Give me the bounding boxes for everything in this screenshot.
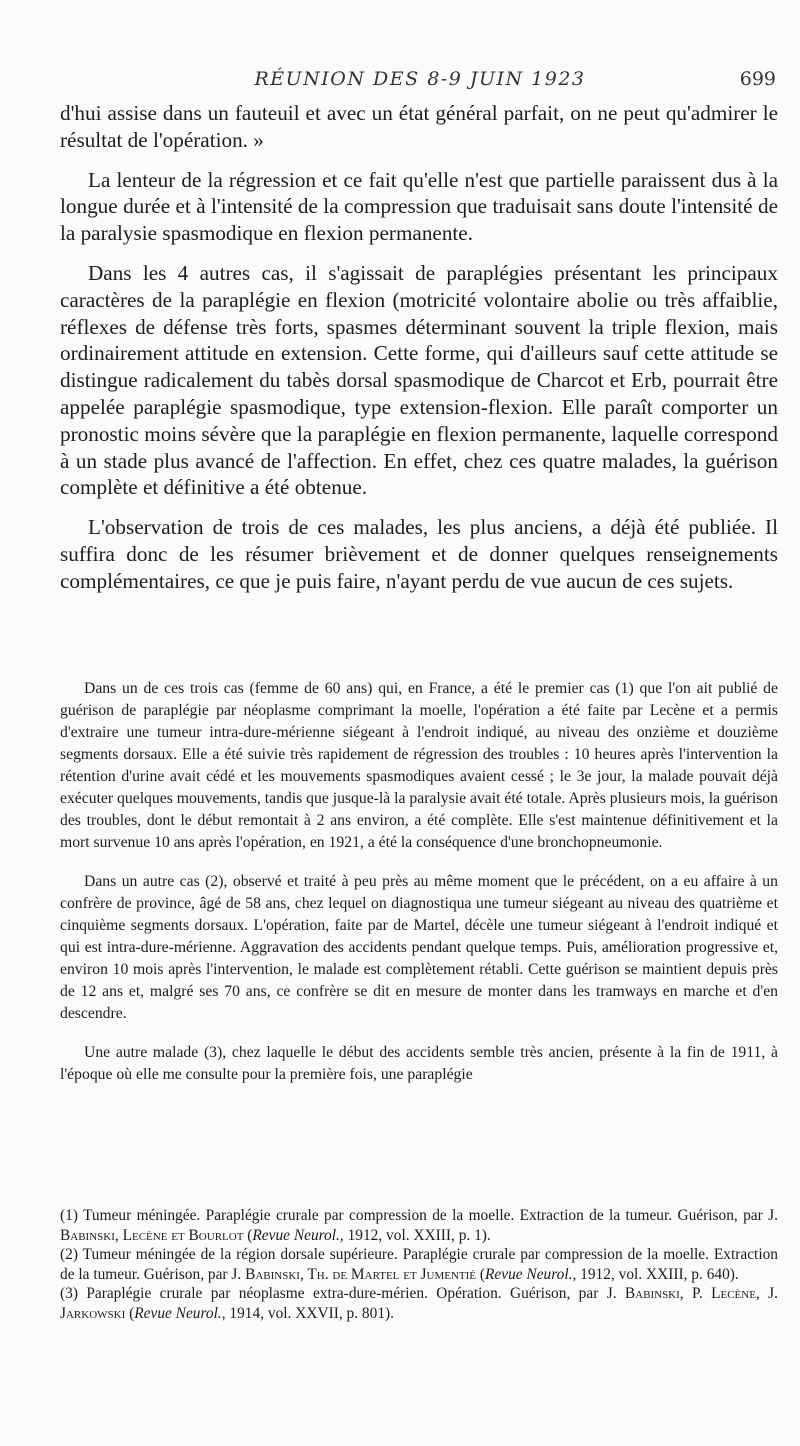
paragraph: L'observation de trois de ces malades, les plus anciens, a déjà été publiée. Il suffira donc de les résumer brièvement et de donner quelques renseignements complémentaires, ce que je puis faire, n'ayant perdu de vue aucun de ces sujets. — [60, 515, 778, 593]
page-number: 699 — [739, 68, 776, 90]
footnote-authors: J. Babinski, P. Lecène, J. Jarkowski — [60, 1285, 778, 1322]
paragraph: La lenteur de la régression et ce fait qu'elle n'est que partielle paraissent dus à la longue durée et à l'intensité de la compression que traduisait sans doute l'intensité de la paralysie spasmodique en flexion permanente. — [60, 167, 778, 246]
footnote-text: Tumeur méningée de la région dorsale supérieure. Paraplégie crurale par compression de la moelle. Extraction de la tumeur. Guérison, par — [60, 1246, 778, 1283]
case-paragraph: Dans un de ces trois cas (femme de 60 ans) qui, en France, a été le premier cas (1) que l'on ait publié de guérison de paraplégie par néoplasme comprimant la moelle, l'opération a été faite par Lecène et a permis d'extraire une tumeur intra-dure-mérienne siégeant à l'endroit indiqué, au niveau des onzième et douzième segments dorsaux. Elle a été suivie très rapidement de régression des troubles : 10 heures après l'intervention la rétention d'urine avait cédé et les mouvements spasmodiques avaient cessé ; le 3e jour, la malade pouvait déjà exécuter quelques mouvements, tandis que jusque-là la paralysie avait été totale. Après plusieurs mois, la guérison des troubles, dont le début remontait à 2 ans environ, a été complète. Elle s'est maintenue définitivement et la mort survenue 10 ans après l'opération, en 1921, a été la conséquence d'une bronchopneumonie. — [60, 680, 778, 851]
paragraph: d'hui assise dans un fauteuil et avec un état général parfait, on ne peut qu'admirer le résultat de l'opération. » — [60, 101, 778, 152]
journal-title: Revue Neurol. — [252, 1226, 340, 1244]
footnote-ref: , 1914, vol. XXVII, p. 801). — [221, 1304, 394, 1322]
footnote-authors: J. Babinski, Th. de Martel et Jumentié — [231, 1265, 477, 1283]
footnote: (2) Tumeur méningée de la région dorsale supérieure. Paraplégie crurale par compression de la moelle. Extraction de la tumeur. Guérison, par J. Babinski, Th. de Martel et Jumentié (Revue Neurol., 1912, vol. XXIII, p. 640). — [60, 1246, 778, 1283]
footnote-authors: J. Babinski, Lecène et Bourlot — [60, 1207, 778, 1244]
footnote-text: Tumeur méningée. Paraplégie crurale par compression de la moelle. Extraction de la tumeur. Guérison, par — [83, 1207, 763, 1224]
footnotes — [60, 1206, 778, 1323]
case-paragraph: Dans un autre cas (2), observé et traité à peu près au même moment que le précédent, on a eu affaire à un confrère de province, âgé de 58 ans, chez lequel on diagnostiqua une tumeur siégeant au niveau des quatrième et cinquième segments dorsaux. L'opération, faite par de Martel, décèle une tumeur siégeant à l'endroit indiqué et qui est intra-dure-mérienne. Aggravation des accidents pendant quelque temps. Puis, amélioration progressive et, environ 10 mois après l'intervention, le malade est complètement rétabli. Cette guérison se maintient depuis près de 12 ans et, malgré ses 70 ans, ce confrère se dit en mesure de monter dans les tramways en marche et d'en descendre. — [60, 873, 778, 1022]
footnote-mark: (3) — [60, 1285, 78, 1302]
footnote-text: Paraplégie crurale par néoplasme extra-dure-mérien. Opération. Guérison, par — [86, 1285, 599, 1302]
page-header — [60, 68, 780, 98]
paragraph: Dans les 4 autres cas, il s'agissait de paraplégies présentant les principaux caractères de la paraplégie en flexion (motricité volontaire abolie ou très affaiblie, réflexes de défense très forts, spasmes déterminant souvent la triple flexion, mais ordinairement attitude en extension. Cette forme, qui d'ailleurs sauf cette attitude se distingue radicalement du tabès dorsal spasmodique de Charcot et Erb, pourrait être appelée paraplégie spasmodique, type extension-flexion. Elle paraît comporter un pronostic moins sévère que la paraplégie en flexion permanente, laquelle correspond à un stade plus avancé de l'affection. En effet, chez ces quatre malades, la guérison complète et définitive a été obtenue. — [60, 260, 778, 500]
case-paragraph: Une autre malade (3), chez laquelle le début des accidents semble très ancien, présente à la fin de 1911, à l'époque où elle me consulte pour la première fois, une paraplégie — [60, 1044, 778, 1083]
main-text — [60, 100, 778, 608]
journal-title: Revue Neurol. — [134, 1304, 222, 1322]
running-title: RÉUNION DES 8-9 JUIN 1923 — [254, 68, 586, 90]
footnote-ref: , 1912, vol. XXIII, p. 640). — [572, 1265, 739, 1283]
footnote-mark: (2) — [60, 1246, 78, 1263]
case-reports — [60, 678, 778, 1103]
footnote-ref: , 1912, vol. XXIII, p. 1). — [339, 1226, 491, 1244]
footnote-mark: (1) — [60, 1207, 78, 1224]
journal-title: Revue Neurol. — [485, 1265, 573, 1283]
footnote: (3) Paraplégie crurale par néoplasme extra-dure-mérien. Opération. Guérison, par J. Babinski, P. Lecène, J. Jarkowski (Revue Neurol., 1914, vol. XXVII, p. 801). — [60, 1285, 778, 1322]
footnote: (1) Tumeur méningée. Paraplégie crurale par compression de la moelle. Extraction de la tumeur. Guérison, par J. Babinski, Lecène et Bourlot (Revue Neurol., 1912, vol. XXIII, p. 1). — [60, 1207, 778, 1244]
